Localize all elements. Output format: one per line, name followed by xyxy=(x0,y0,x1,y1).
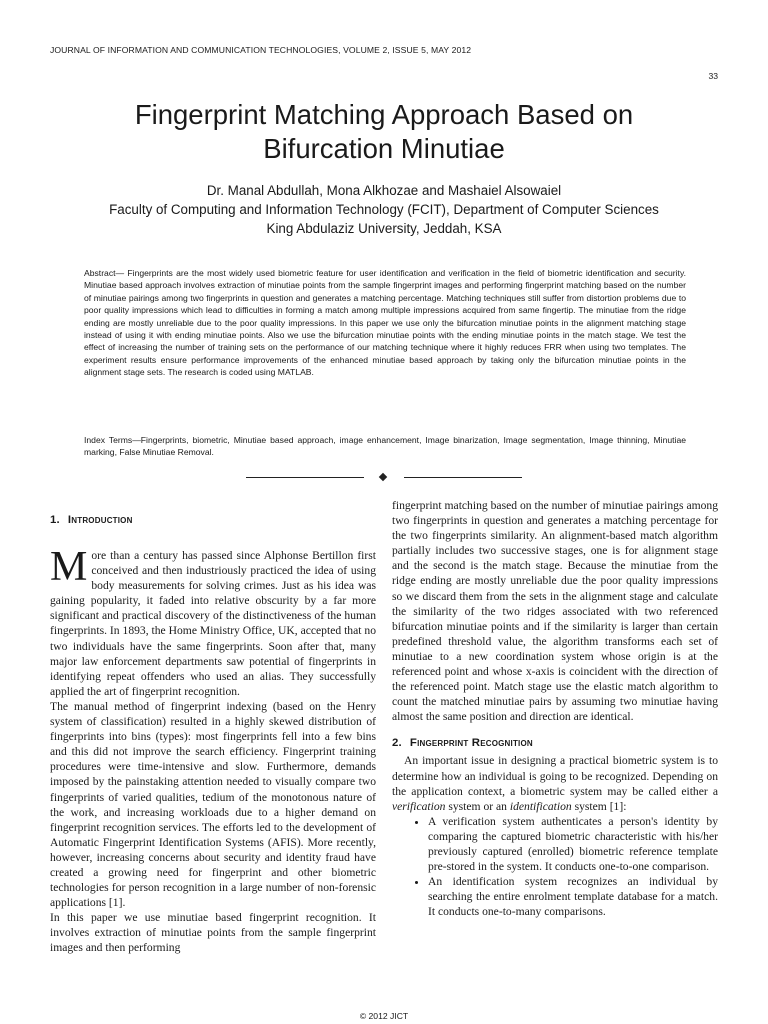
drop-cap: M xyxy=(50,544,88,590)
intro-paragraph-1-text: ore than a century has passed since Alphonse Bertillon first conceived and then industriously practiced the idea of using body measurements for solving crimes. Just as his idea was gaining popularity, it faded into relative obscurity by a far more significant and practical discovery of the distinctiveness of the human fingerprints. In 1893, the Home Ministry Office, UK, accepted that no two individuals have the same fingerprints. Soon after that, many major law enforcement departments saw potential of fingerprints in identifying repeat offenders who used an alias. They successfully applied the art of fingerprint recognition. xyxy=(50,549,376,698)
left-column xyxy=(50,513,376,956)
separator-rule-right xyxy=(404,477,522,478)
intro-paragraph-3-continued: fingerprint matching based on the number of minutiae pairings among two fingerprints in question and generates a matching percentage for the two fingerprints similarity. An alignment-based match algorithm partially includes two successive stages, one is for alignment stage and the second is the match stage. Because the minutiae from the ridge ending are mostly unreliable due the poor quality impressions so we discard them from the sets in the alignment stage and calculate the similarity of the two ridges associated with two referenced bifurcation minutiae points and if the similarity is larger than certain predefined threshold value, the algorithm transforms each set of minutiae to a new coordination system whose origin is at the referenced point and whose x-axis is coincident with the direction of the referenced point. Match stage use the elastic match algorithm to count the matched minutiae pairs by assuming two minutiae having almost the same position and direction are identical. xyxy=(392,499,718,724)
term-verification: verification xyxy=(392,799,446,813)
section-1-number: 1. xyxy=(50,514,60,526)
section-2-number: 2. xyxy=(392,737,402,750)
journal-header: JOURNAL OF INFORMATION AND COMMUNICATION TECHNOLOGIES, VOLUME 2, ISSUE 5, MAY 2012 xyxy=(50,45,472,55)
term-identification: identification xyxy=(509,799,572,813)
author-names: Dr. Manal Abdullah, Mona Alkhozae and Mashaiel Alsowaiel xyxy=(206,183,562,198)
section-2-heading xyxy=(392,736,718,751)
title-line-1: Fingerprint Matching Approach Based on xyxy=(134,99,634,130)
section-1-heading xyxy=(50,513,376,528)
author-block xyxy=(40,181,728,238)
separator-diamond-icon xyxy=(379,473,387,481)
intro-paragraph-3: In this paper we use minutiae based fingerprint recognition. It involves extraction of minutiae points from the sample fingerprint images and then performing xyxy=(50,911,376,955)
intro-paragraph-1 xyxy=(50,544,376,699)
intro-paragraph-2: The manual method of fingerprint indexing (based on the Henry system of classification) resulted in a highly skewed distribution of fingerprints into bins (types): most fingerprints fell into a few bins and this did not improve the search efficiency. Fingerprint training procedures were time-intensive and slow. Furthermore, demands imposed by the painstaking attention needed to visually compare two fingerprints of varied qualities, tedium of the monotonous nature of the work, and increasing workloads due to a higher demand on fingerprint recognition services. The efforts led to the development of Automatic Fingerprint Identification Systems (AFIS). More recently, however, increasing concerns about security and identity fraud have created a growing need for fingerprint and other biometric technologies for person recognition in a large number of non-forensic applications [1]. xyxy=(50,699,376,910)
section-2-intro-a: An important issue in designing a practical biometric system is to determine how an individual is going to be recognized. Depending on the application context, a biometric system may be called either a xyxy=(392,754,718,798)
section-2-intro xyxy=(392,753,718,813)
section-1-title: Introduction xyxy=(67,514,133,526)
list-item: • An identification system recognizes an individual by searching the entire enrolment template database for a match. It conducts one-to-many comparisons. xyxy=(428,874,718,919)
section-2-intro-b: system or an xyxy=(445,799,510,813)
abstract: Abstract— Fingerprints are the most widely used biometric feature for user identification and verification in the field of biometric identification and security. Minutiae based approach involves extraction of minutiae points from the sample fingerprint images and performing fingerprint matching based on the number of minutiae pairings among two fingerprints in question and generates a matching percentage. Matching techniques still suffer from distortion problems due to poor quality impressions which lead to difficulties in forming a match among multiple impressions acquired from same fingertip. The minutiae from the ridge ending are mostly unreliable due to the poor quality impressions. In this paper we use only the bifurcation minutiae points in the alignment matching stage instead of using it with ending minutiae points. Also we use the bifurcation minutiae points with the ending minutiae points in the match stage. We test the effect of increasing the number of training sets on the performance of our matching technique where it highly reduces FRR when using two templates. The experiment results ensure performance improvements of the enhanced minutiae based approach by taking only the bifurcation minutiae points in the alignment stage sets. The research is coded using MATLAB. xyxy=(84,268,686,378)
title-line-2: Bifurcation Minutiae xyxy=(263,133,505,164)
section-separator xyxy=(246,474,522,482)
author-affiliation: Faculty of Computing and Information Technology (FCIT), Department of Computer Sciences xyxy=(109,202,659,217)
list-item: • A verification system authenticates a person's identity by comparing the captured biometric characteristic with his/her previously captured (enrolled) biometric reference template pre-stored in the system. It conducts one-to-one comparison. xyxy=(428,814,718,874)
page-number: 33 xyxy=(708,71,718,81)
separator-rule-left xyxy=(246,477,364,478)
section-2-intro-c: system [1]: xyxy=(571,799,627,813)
section-2-title: Fingerprint Recognition xyxy=(409,737,533,750)
copyright-footer: © 2012 JICT xyxy=(359,1011,409,1021)
paper-title xyxy=(40,98,728,166)
author-university: King Abdulaziz University, Jeddah, KSA xyxy=(266,221,502,236)
system-types-list xyxy=(392,814,718,920)
right-column xyxy=(392,498,718,919)
index-terms: Index Terms—Fingerprints, biometric, Minutiae based approach, image enhancement, Image binarization, Image segmentation, Image thinning, Minutiae marking, False Minutiae Removal. xyxy=(84,435,686,458)
